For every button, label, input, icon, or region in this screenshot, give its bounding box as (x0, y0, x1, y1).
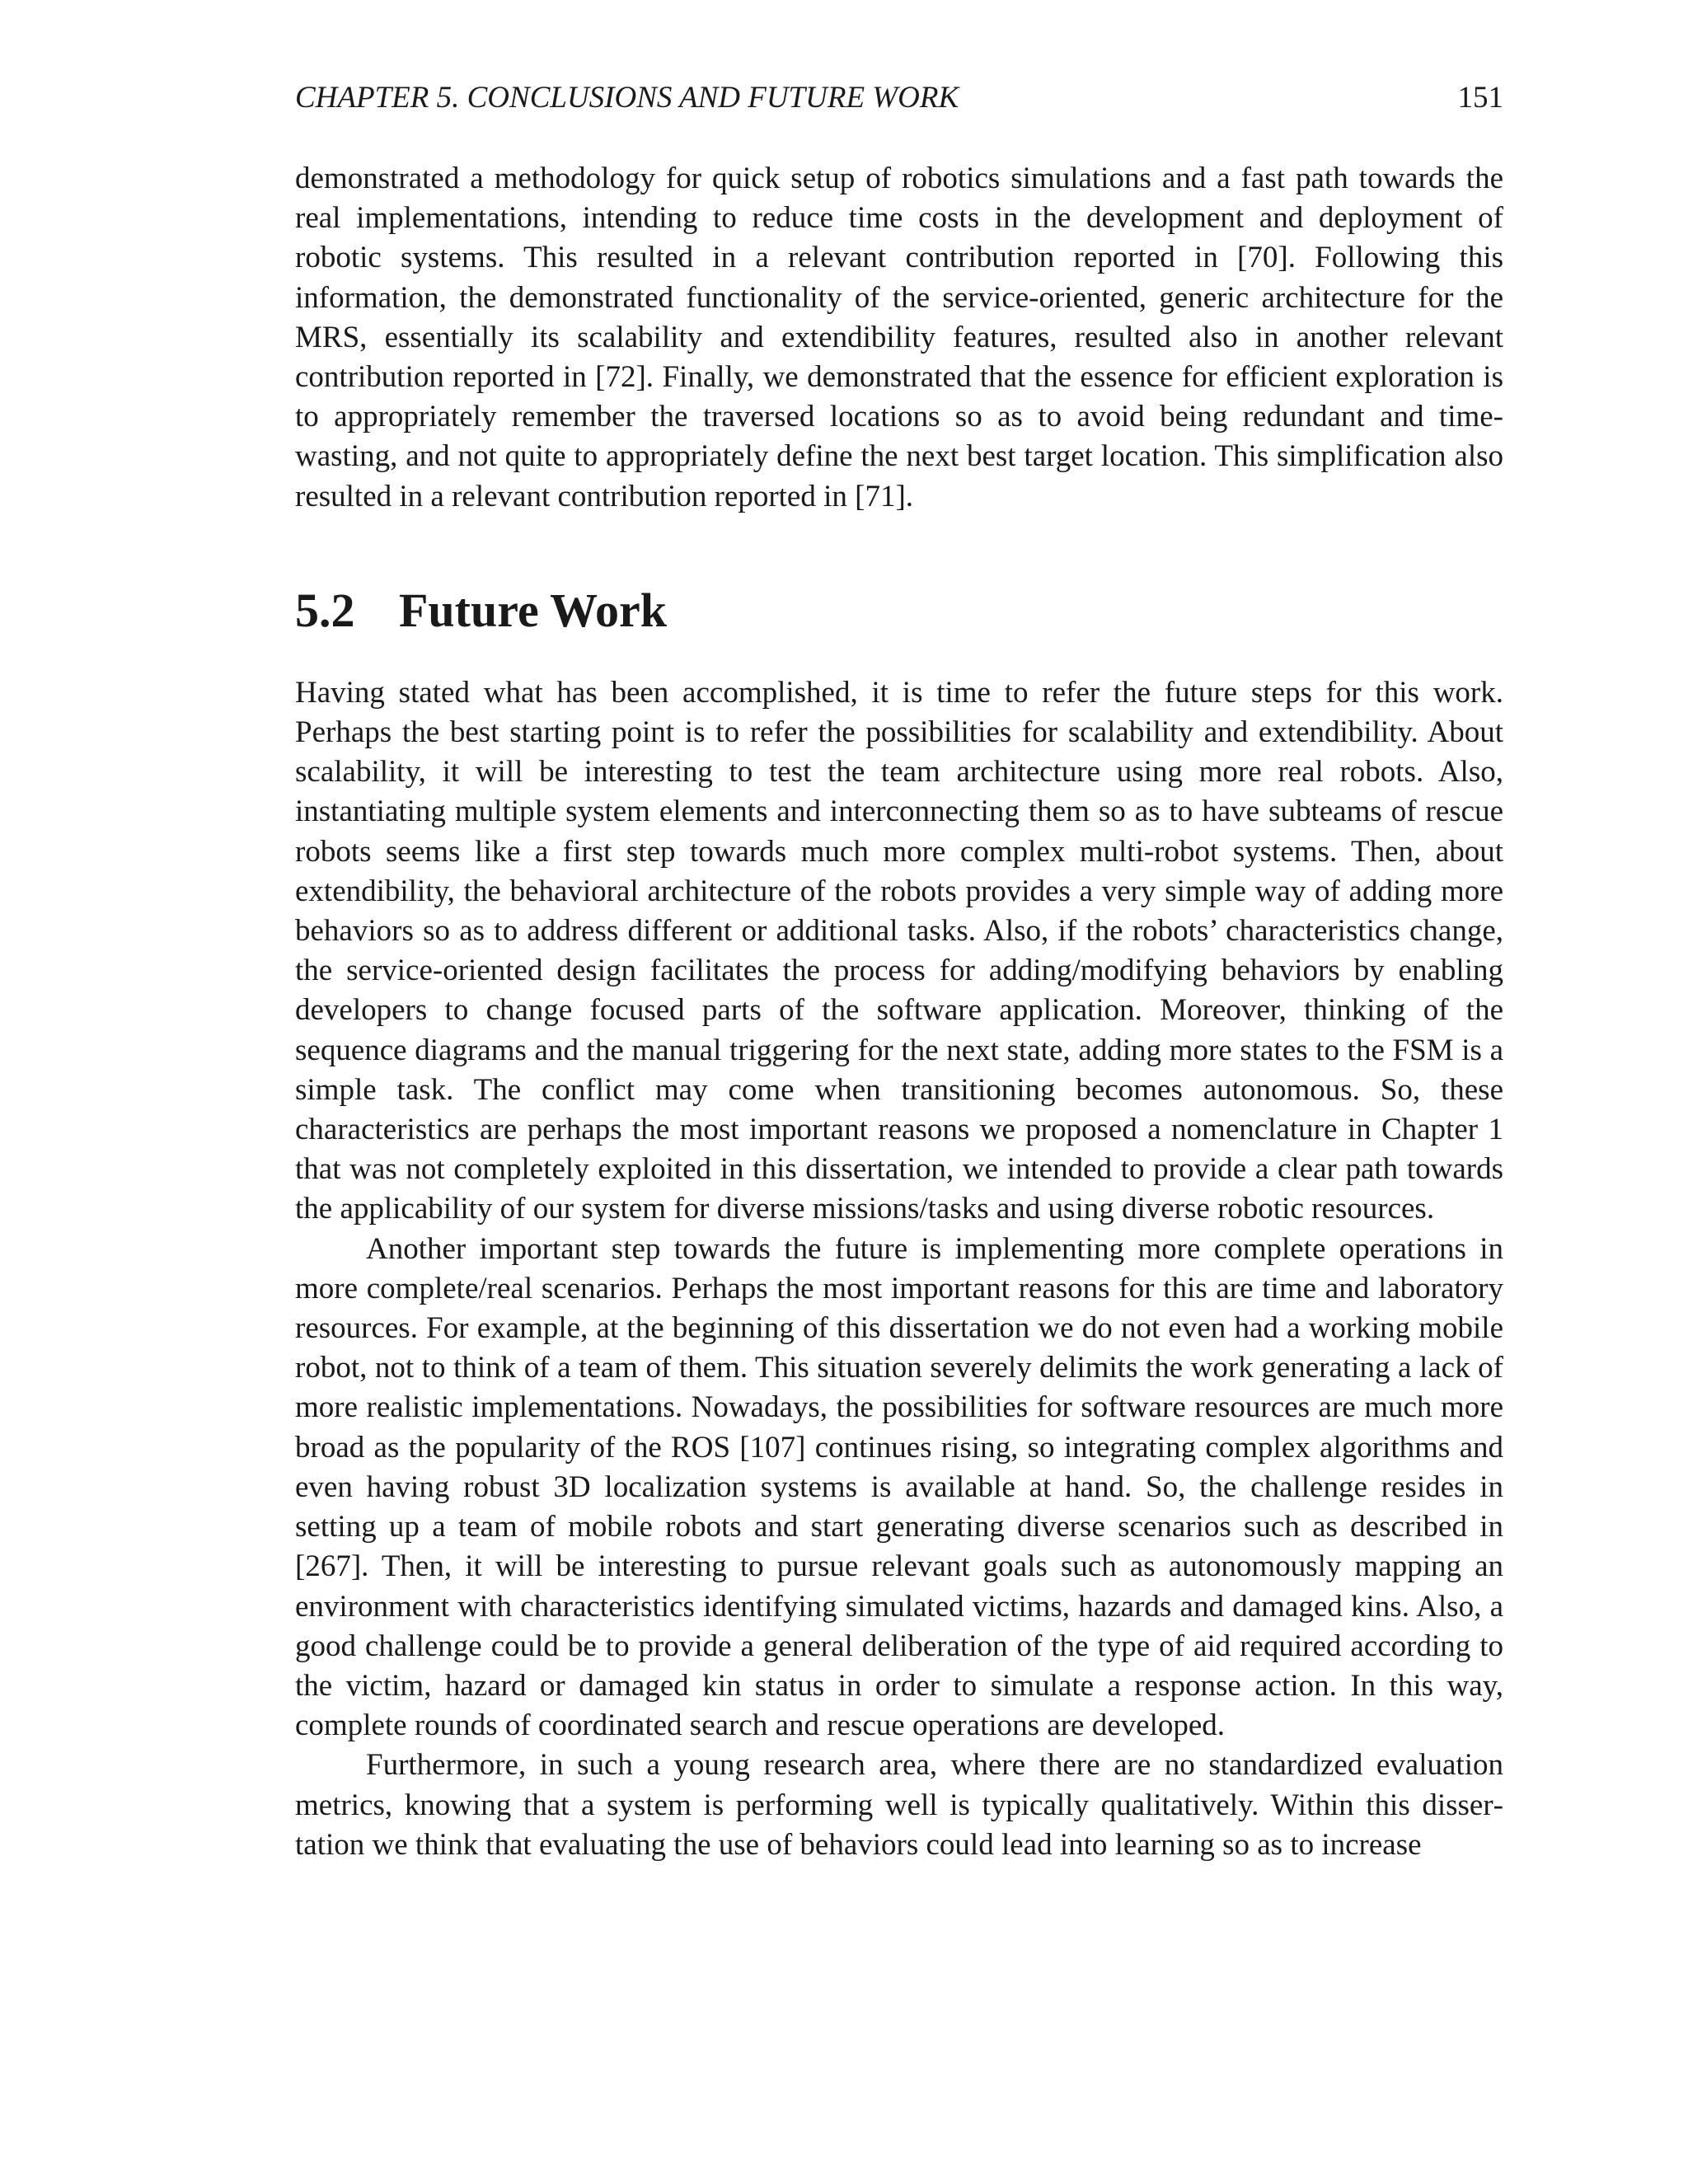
section-heading (295, 581, 1503, 640)
paragraph: Furthermore, in such a young research area, where there are no standardized evaluation metrics, knowing that a system is performing well is typically qualitatively. Within this dissertation we think that evaluating the use of behaviors could lead into learning so as to increase (295, 1748, 1503, 1862)
section-number: 5.2 (295, 583, 355, 637)
paragraph: Another important step towards the future is implementing more complete operations in more complete/real scenarios. Perhaps the most important reasons for this are time and laboratory resources. For example, at the beginning of this dissertation we do not even had a working mobile robot, not to think of a team of them. This situation severely delimits the work generating a lack of more realistic implementations. Nowadays, the possibilities for software resources are much more broad as the popularity of the ROS [107] continues rising, so integrating complex algorithms and even having robust 3D localization systems is available at hand. So, the challenge resides in setting up a team of mobile robots and start generating diverse scenarios such as described in [267]. Then, it will be interesting to pursue relevant goals such as autonomously mapping an environment with characteristics identifying simulated victims, hazards and damaged kins. Also, a good challenge could be to provide a general deliberation of the type of aid required according to the victim, hazard or damaged kin status in order to simulate a response action. In this way, complete rounds of coordinated search and rescue operations are developed. (295, 1231, 1503, 1743)
running-header (295, 78, 1503, 118)
paragraph: Having stated what has been accomplished, it is time to refer the future steps for this work. Perhaps the best starting point is to refer the possibilities for scalability and extendibility. About scalability, it will be interesting to test the team architecture using more real robots. Also, instantiating multiple system elements and interconnecting them so as to have subteams of rescue robots seems like a first step towards much more complex multi-robot systems. Then, about extendibility, the behavioral architecture of the robots provides a very simple way of adding more behaviors so as to address different or additional tasks. Also, if the robots’ characteristics change, the service-oriented design facilitates the process for adding/modifying behaviors by enabling developers to change focused parts of the software application. Moreover, thinking of the sequence diagrams and the manual triggering for the next state, adding more states to the FSM is a simple task. The conflict may come when transitioning becomes autonomous. So, these characteristics are perhaps the most important reasons we proposed a nomenclature in Chapter 1 that was not completely exploited in this dissertation, we intended to provide a clear path towards the applicability of our system for diverse missions/tasks and using diverse robotic resources. (295, 675, 1503, 1226)
chapter-running-title: CHAPTER 5. CONCLUSIONS AND FUTURE WORK (295, 81, 959, 115)
page-number: 151 (1457, 81, 1503, 115)
body-text (295, 159, 1503, 1865)
document-page (295, 78, 1503, 1865)
section-title: Future Work (399, 583, 667, 637)
paragraph-continuation: demonstrated a methodology for quick setup of robotics simulations and a fast path towards the real implementations, intending to reduce time costs in the development and deployment of robotic systems. This resulted in a relevant contribution reported in [70]. Following this information, the demonstrated functionality of the service-oriented, generic architecture for the MRS, essentially its scalability and extendibility features, resulted also in another relevant contribution reported in [72]. Finally, we demonstrated that the essence for efficient exploration is to appropriately remember the traversed locations so as to avoid being redundant and time-wasting, and not quite to appropriately define the next best target location. This simplification also resulted in a relevant contribution reported in [71]. (295, 162, 1503, 513)
